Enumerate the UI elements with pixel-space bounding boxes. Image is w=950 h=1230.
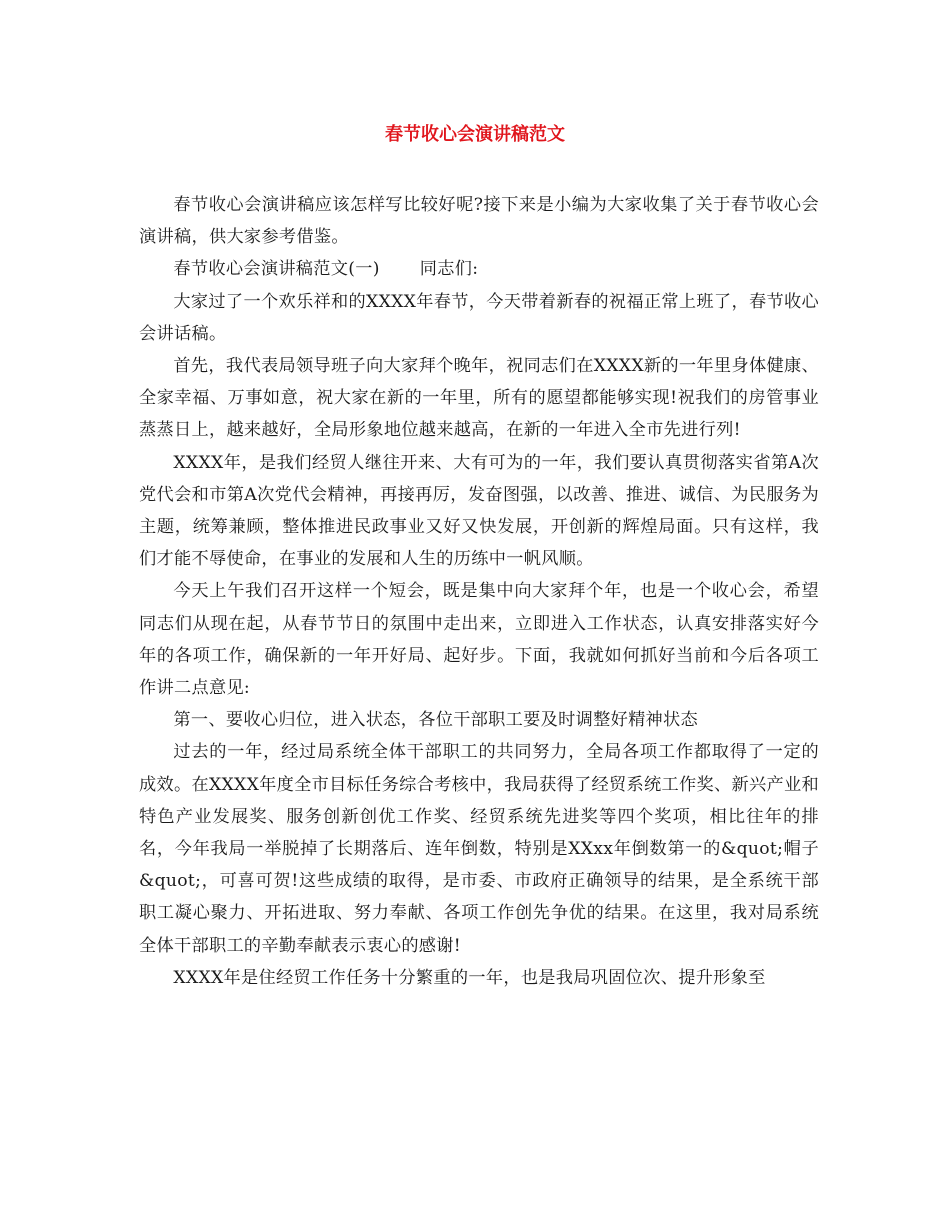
paragraph-5: 第一、要收心归位，进入状态，各位干部职工要及时调整好精神状态	[173, 710, 699, 731]
paragraph-6: 过去的一年，经过局系统全体干部职工的共同努力，全局各项工作都取得了一定的成效。在XXXX年度全市目标任务综合考核中，我局获得了经贸系统工作奖、新兴产业和特色产业发展奖、服务创新创优工作奖、经贸系统先进奖等四个奖项，相比往年的排名，今年我局一举脱掉了长期落后、连年倒数，特别是XXxx年倒数第一的&quot;帽子&quot;，可喜可贺!这些成绩的取得，是市委、市政府正确领导的结果，是全系统干部职工凝心聚力、开拓进取、努力奉献、各项工作创先争优的结果。在这里，我对局系统全体干部职工的辛勤奉献表示衷心的感谢!	[139, 742, 819, 956]
greeting: 同志们:	[419, 259, 479, 280]
paragraph-intro: 春节收心会演讲稿应该怎样写比较好呢?接下来是小编为大家收集了关于春节收心会演讲稿，供大家参考借鉴。	[139, 195, 819, 248]
document-body	[139, 189, 819, 994]
paragraph-2: 首先，我代表局领导班子向大家拜个晚年，祝同志们在XXXX新的一年里身体健康、全家幸福、万事如意，祝大家在新的一年里，所有的愿望都能够实现!祝我们的房管事业蒸蒸日上，越来越好，全局形象地位越来越高，在新的一年进入全市先进行列!	[139, 356, 819, 441]
document-title: 春节收心会演讲稿范文	[385, 124, 565, 145]
section-heading: 春节收心会演讲稿范文(一)	[173, 259, 380, 280]
paragraph-1: 大家过了一个欢乐祥和的XXXX年春节，今天带着新春的祝福正常上班了，春节收心会讲话稿。	[139, 291, 819, 344]
paragraph-4: 今天上午我们召开这样一个短会，既是集中向大家拜个年，也是一个收心会，希望同志们从现在起，从春节节日的氛围中走出来，立即进入工作状态，认真安排落实好今年的各项工作，确保新的一年开好局、起好步。下面，我就如何抓好当前和今后各项工作讲二点意见:	[139, 581, 819, 699]
paragraph-3: XXXX年，是我们经贸人继往开来、大有可为的一年，我们要认真贯彻落实省第A次党代会和市第A次党代会精神，再接再厉，发奋图强，以改善、推进、诚信、为民服务为主题，统筹兼顾，整体推进民政事业又好又快发展，开创新的辉煌局面。只有这样，我们才能不辱使命，在事业的发展和人生的历练中一帆风顺。	[139, 452, 819, 570]
paragraph-salutation	[139, 253, 819, 285]
paragraph-7: XXXX年是住经贸工作任务十分繁重的一年，也是我局巩固位次、提升形象至	[173, 967, 766, 988]
